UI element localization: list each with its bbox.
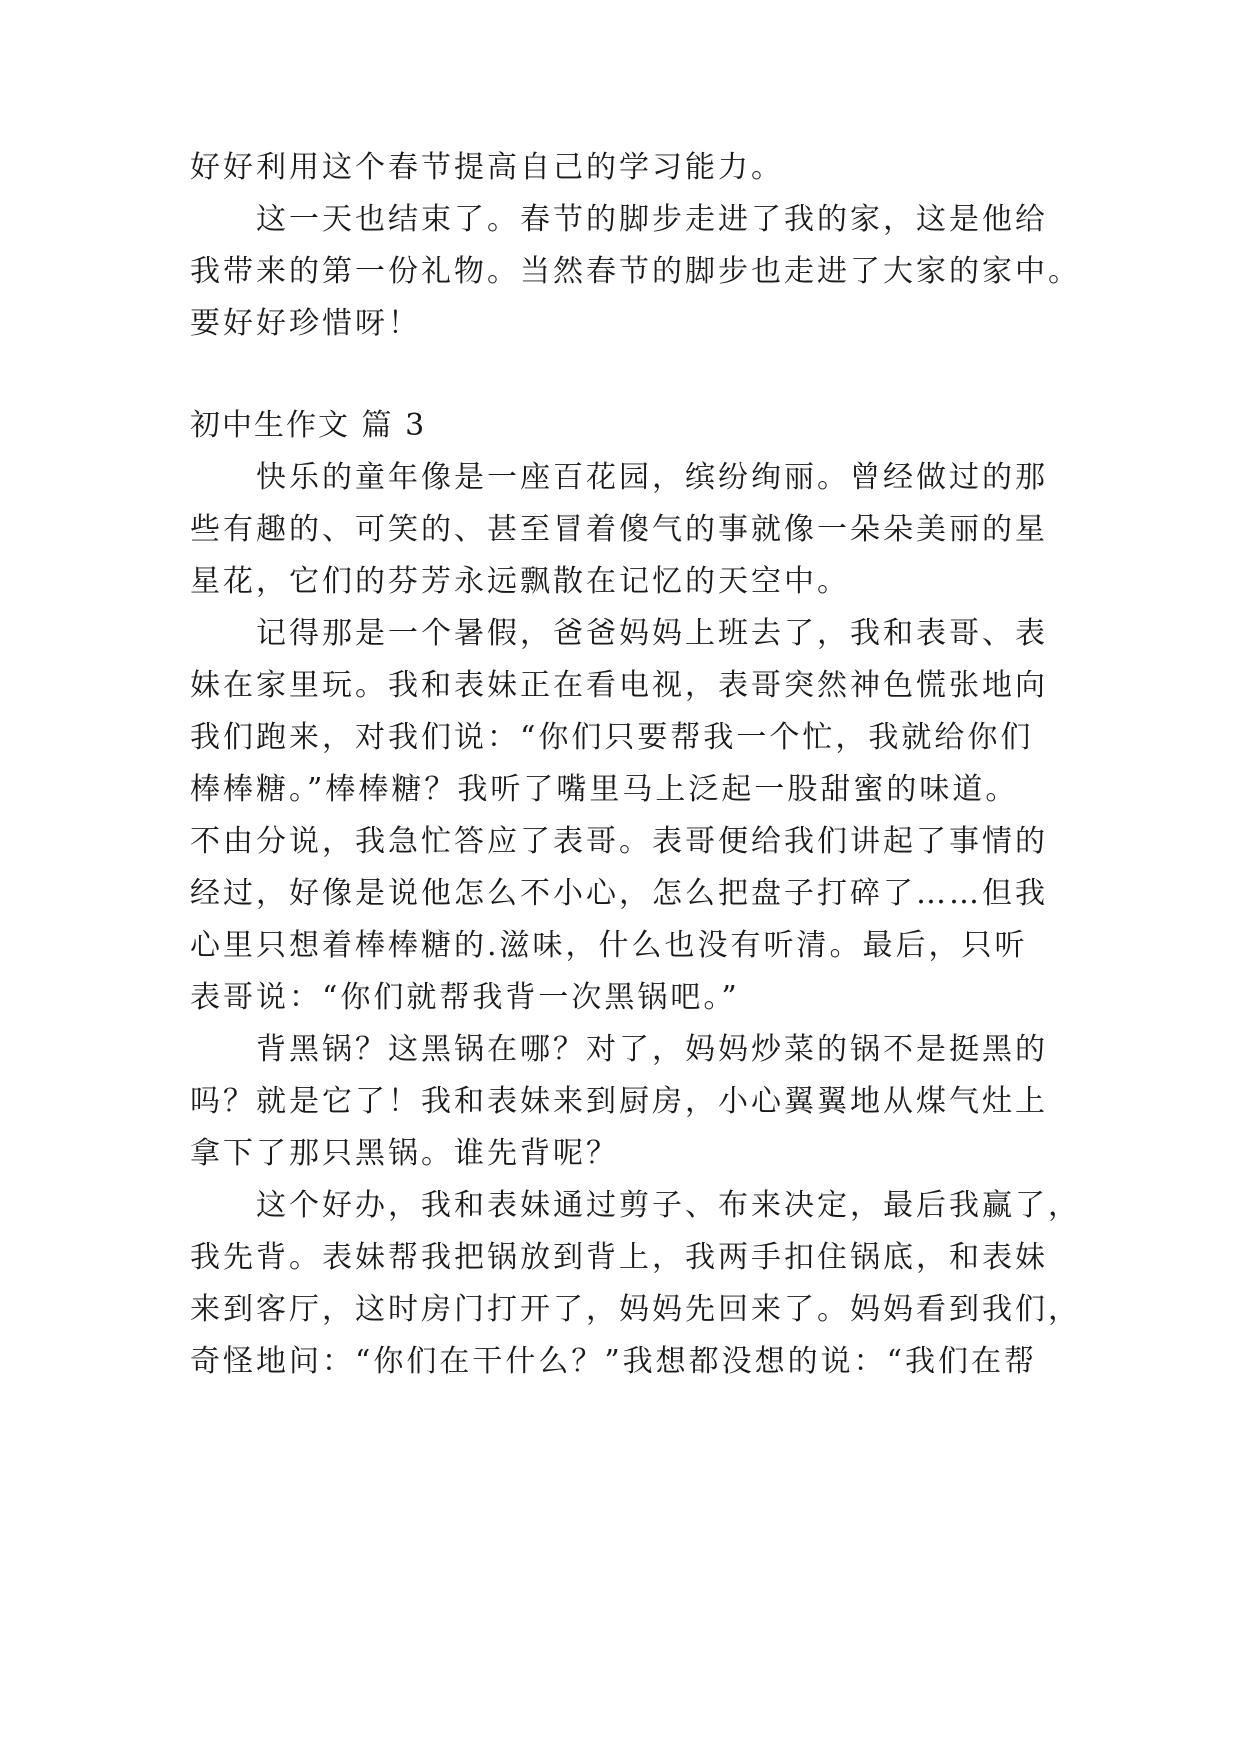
- paragraph-first-line: 背黑锅？这黑锅在哪？对了，妈妈炒菜的锅不是挺黑的: [256, 1032, 1048, 1067]
- text-line: 棒棒糖。”棒棒糖？我听了嘴里马上泛起一股甜蜜的味道。: [190, 772, 1019, 807]
- text-line: 经过，好像是说他怎么不小心，怎么把盘子打碎了……但我: [190, 876, 1048, 911]
- text-line: 我带来的第一份礼物。当然春节的脚步也走进了大家的家中。: [190, 254, 1081, 289]
- text-line: 要好好珍惜呀！: [190, 306, 421, 341]
- text-line: 奇怪地问：“你们在干什么？”我想都没想的说：“我们在帮: [190, 1344, 1038, 1379]
- text-line: 我们跑来，对我们说：“你们只要帮我一个忙，我就给你们: [190, 720, 1034, 755]
- paragraph-first-line: 这个好办，我和表妹通过剪子、布来决定，最后我赢了，: [256, 1188, 1081, 1223]
- text-line: 拿下了那只黑锅。谁先背呢？: [190, 1136, 619, 1171]
- text-line: 吗？就是它了！我和表妹来到厨房，小心翼翼地从煤气灶上: [190, 1084, 1048, 1119]
- paragraph-first-line: 快乐的童年像是一座百花园，缤纷绚丽。曾经做过的那: [256, 460, 1048, 495]
- text-line: 我先背。表妹帮我把锅放到背上，我两手扣住锅底，和表妹: [190, 1240, 1048, 1275]
- paragraph-first-line: 记得那是一个暑假，爸爸妈妈上班去了，我和表哥、表: [256, 616, 1048, 651]
- text-line: 心里只想着棒棒糖的.滋味，什么也没有听清。最后，只听: [190, 928, 1028, 963]
- section-heading: 初中生作文 篇 3: [190, 408, 427, 443]
- text-line: 表哥说：“你们就帮我背一次黑锅吧。”: [190, 980, 740, 1015]
- text-line: 来到客厅，这时房门打开了，妈妈先回来了。妈妈看到我们，: [190, 1292, 1081, 1327]
- text-line: 妹在家里玩。我和表妹正在看电视，表哥突然神色慌张地向: [190, 668, 1048, 703]
- paragraph-first-line: 这一天也结束了。春节的脚步走进了我的家，这是他给: [256, 202, 1048, 237]
- text-line: 不由分说，我急忙答应了表哥。表哥便给我们讲起了事情的: [190, 824, 1048, 859]
- text-line: 好好利用这个春节提高自己的学习能力。: [190, 150, 784, 185]
- text-line: 些有趣的、可笑的、甚至冒着傻气的事就像一朵朵美丽的星: [190, 512, 1048, 547]
- text-line: 星花，它们的芬芳永远飘散在记忆的天空中。: [190, 564, 850, 599]
